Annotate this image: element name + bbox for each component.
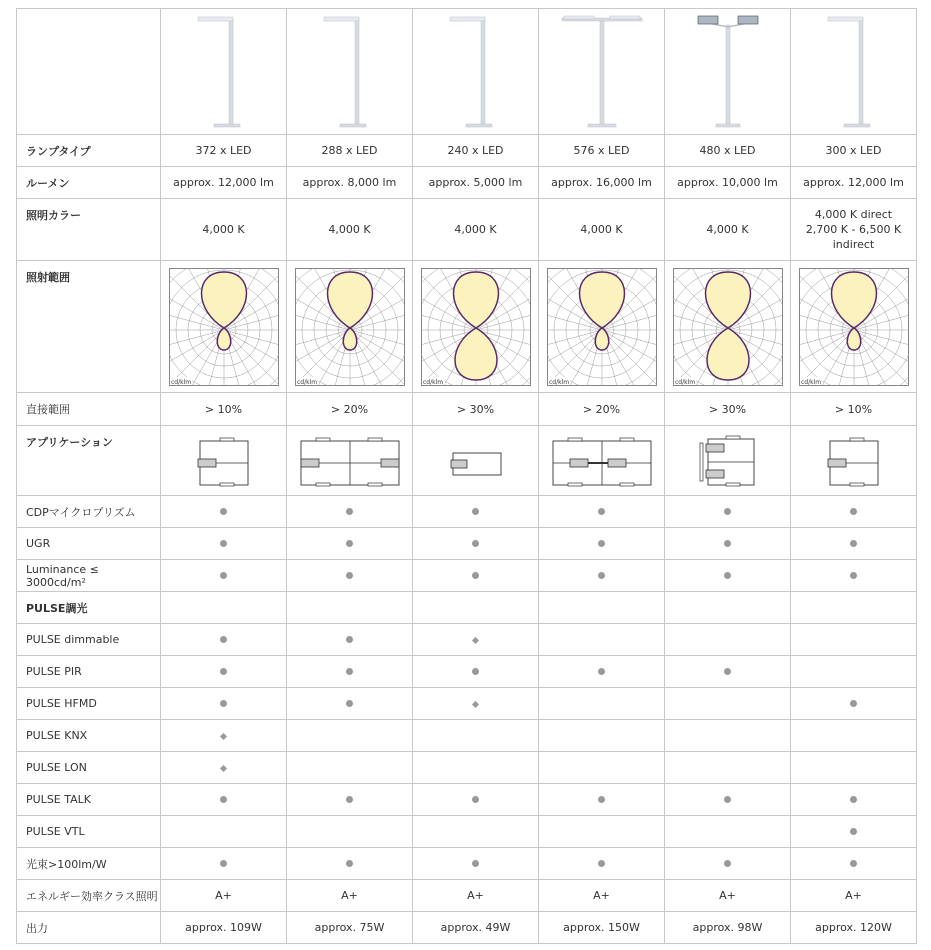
- table-row: [17, 720, 917, 752]
- floor-lamp-image: [552, 11, 652, 133]
- feature-cell: [287, 528, 413, 560]
- row-label: アプリケーション: [17, 426, 161, 496]
- row-label: PULSE TALK: [17, 784, 161, 816]
- application-cell: [287, 426, 413, 496]
- application-cell: [791, 426, 917, 496]
- feature-cell: [161, 816, 287, 848]
- feature-cell: [539, 592, 665, 624]
- feature-cell: [287, 656, 413, 688]
- available-dot-icon: [724, 860, 731, 867]
- lamp-value: 372 x LED: [161, 135, 287, 167]
- light-distribution-cell: [161, 261, 287, 393]
- available-dot-icon: [220, 796, 227, 803]
- table-row: [17, 912, 917, 944]
- energy-value: A+: [665, 880, 791, 912]
- available-dot-icon: [598, 860, 605, 867]
- feature-cell: [161, 784, 287, 816]
- row-label: PULSE HFMD: [17, 688, 161, 720]
- feature-cell: [161, 528, 287, 560]
- feature-cell: [539, 528, 665, 560]
- curve-unit-label: cd/klm: [674, 378, 695, 386]
- row-label: PULSE LON: [17, 752, 161, 784]
- available-dot-icon: [850, 860, 857, 867]
- color-value: [665, 199, 791, 261]
- available-dot-icon: [598, 508, 605, 515]
- available-dot-icon: [598, 540, 605, 547]
- color-value: [161, 199, 287, 261]
- table-row: [17, 752, 917, 784]
- application-diagram: [798, 433, 910, 489]
- row-label: PULSE PIR: [17, 656, 161, 688]
- available-dot-icon: [346, 796, 353, 803]
- row-label: 照射範囲: [17, 261, 161, 393]
- lamp-value: 288 x LED: [287, 135, 413, 167]
- color-value: [287, 199, 413, 261]
- color-value: [791, 199, 917, 261]
- feature-cell: [539, 752, 665, 784]
- available-dot-icon: [220, 508, 227, 515]
- color-value: [413, 199, 539, 261]
- feature-cell: [791, 816, 917, 848]
- direct-value: > 20%: [287, 393, 413, 426]
- available-dot-icon: [220, 700, 227, 707]
- light-distribution-cell: [287, 261, 413, 393]
- feature-cell: [413, 816, 539, 848]
- available-dot-icon: [472, 508, 479, 515]
- row-label: 出力: [17, 912, 161, 944]
- feature-cell: [287, 592, 413, 624]
- available-dot-icon: [850, 828, 857, 835]
- table-row: [17, 560, 917, 592]
- feature-cell: [665, 848, 791, 880]
- available-dot-icon: [220, 540, 227, 547]
- application-cell: [665, 426, 791, 496]
- floor-lamp-image: [300, 11, 400, 133]
- feature-cell: [287, 720, 413, 752]
- energy-value: A+: [413, 880, 539, 912]
- available-dot-icon: [346, 700, 353, 707]
- feature-cell: [665, 784, 791, 816]
- feature-cell: [665, 592, 791, 624]
- available-dot-icon: [220, 860, 227, 867]
- feature-cell: [161, 720, 287, 752]
- light-distribution-cell: [791, 261, 917, 393]
- table-row: [17, 261, 917, 393]
- available-dot-icon: [346, 508, 353, 515]
- power-value: approx. 120W: [791, 912, 917, 944]
- curve-unit-label: cd/klm: [548, 378, 569, 386]
- application-diagram: [546, 433, 658, 489]
- feature-cell: [287, 752, 413, 784]
- feature-cell: [791, 656, 917, 688]
- table-row: [17, 9, 917, 135]
- feature-cell: [161, 752, 287, 784]
- available-dot-icon: [850, 508, 857, 515]
- feature-cell: [665, 656, 791, 688]
- available-dot-icon: [346, 540, 353, 547]
- row-label: ルーメン: [17, 167, 161, 199]
- feature-cell: [665, 496, 791, 528]
- feature-cell: [539, 688, 665, 720]
- row-label: PULSE VTL: [17, 816, 161, 848]
- table-row: [17, 624, 917, 656]
- feature-cell: [161, 592, 287, 624]
- energy-value: A+: [539, 880, 665, 912]
- feature-cell: [161, 624, 287, 656]
- row-label: PULSE KNX: [17, 720, 161, 752]
- feature-cell: [413, 592, 539, 624]
- lamp-image-cell: [413, 9, 539, 135]
- table-row: [17, 426, 917, 496]
- floor-lamp-image: [678, 11, 778, 133]
- feature-cell: [287, 496, 413, 528]
- feature-cell: [665, 720, 791, 752]
- color-text: 4,000 K direct: [814, 208, 893, 221]
- lumen-value: approx. 5,000 lm: [413, 167, 539, 199]
- feature-cell: [665, 816, 791, 848]
- available-dot-icon: [598, 668, 605, 675]
- direct-value: > 10%: [791, 393, 917, 426]
- row-label: Luminance ≤ 3000cd/m²: [17, 560, 161, 592]
- optional-diamond-icon: [220, 733, 227, 740]
- feature-cell: [539, 496, 665, 528]
- feature-cell: [413, 496, 539, 528]
- available-dot-icon: [220, 572, 227, 579]
- feature-cell: [287, 848, 413, 880]
- table-row: [17, 848, 917, 880]
- lamp-image-cell: [539, 9, 665, 135]
- application-cell: [539, 426, 665, 496]
- polar-light-curve: [673, 268, 783, 386]
- lumen-value: approx. 12,000 lm: [161, 167, 287, 199]
- lamp-image-cell: [665, 9, 791, 135]
- color-text: 4,000 K: [580, 223, 623, 236]
- power-value: approx. 109W: [161, 912, 287, 944]
- feature-cell: [539, 784, 665, 816]
- feature-cell: [413, 720, 539, 752]
- floor-lamp-image: [426, 11, 526, 133]
- color-text: indirect: [832, 238, 875, 251]
- row-label: ランプタイプ: [17, 135, 161, 167]
- table-row: [17, 816, 917, 848]
- polar-light-curve: [169, 268, 279, 386]
- optional-diamond-icon: [472, 637, 479, 644]
- table-row: [17, 528, 917, 560]
- feature-cell: [161, 848, 287, 880]
- available-dot-icon: [724, 508, 731, 515]
- feature-cell: [665, 624, 791, 656]
- feature-cell: [413, 784, 539, 816]
- available-dot-icon: [850, 700, 857, 707]
- power-value: approx. 49W: [413, 912, 539, 944]
- color-text: 4,000 K: [328, 223, 371, 236]
- color-text: 2,700 K - 6,500 K: [805, 223, 902, 236]
- table-row: [17, 656, 917, 688]
- feature-cell: [287, 816, 413, 848]
- available-dot-icon: [724, 668, 731, 675]
- available-dot-icon: [598, 572, 605, 579]
- curve-unit-label: cd/klm: [296, 378, 317, 386]
- color-text: 4,000 K: [202, 223, 245, 236]
- feature-cell: [791, 560, 917, 592]
- application-diagram: [168, 433, 280, 489]
- feature-cell: [539, 816, 665, 848]
- feature-cell: [413, 688, 539, 720]
- row-label: 光束>100lm/W: [17, 848, 161, 880]
- row-label: PULSE dimmable: [17, 624, 161, 656]
- row-label: CDPマイクロプリズム: [17, 496, 161, 528]
- available-dot-icon: [472, 572, 479, 579]
- lamp-image-cell: [161, 9, 287, 135]
- lumen-value: approx. 10,000 lm: [665, 167, 791, 199]
- direct-value: > 30%: [665, 393, 791, 426]
- available-dot-icon: [472, 796, 479, 803]
- lumen-value: approx. 12,000 lm: [791, 167, 917, 199]
- feature-cell: [665, 560, 791, 592]
- feature-cell: [287, 688, 413, 720]
- direct-value: > 20%: [539, 393, 665, 426]
- feature-cell: [791, 624, 917, 656]
- feature-cell: [665, 752, 791, 784]
- optional-diamond-icon: [220, 765, 227, 772]
- feature-cell: [287, 624, 413, 656]
- feature-cell: [161, 688, 287, 720]
- available-dot-icon: [724, 540, 731, 547]
- table-row: [17, 135, 917, 167]
- feature-cell: [665, 688, 791, 720]
- table-row: [17, 167, 917, 199]
- feature-cell: [791, 720, 917, 752]
- feature-cell: [161, 496, 287, 528]
- feature-cell: [287, 784, 413, 816]
- available-dot-icon: [850, 540, 857, 547]
- feature-cell: [161, 656, 287, 688]
- available-dot-icon: [724, 572, 731, 579]
- feature-cell: [413, 656, 539, 688]
- available-dot-icon: [724, 796, 731, 803]
- light-distribution-cell: [665, 261, 791, 393]
- lamp-value: 576 x LED: [539, 135, 665, 167]
- lamp-image-cell: [287, 9, 413, 135]
- feature-cell: [539, 624, 665, 656]
- feature-cell: [287, 560, 413, 592]
- curve-unit-label: cd/klm: [422, 378, 443, 386]
- light-distribution-cell: [539, 261, 665, 393]
- lamp-value: 240 x LED: [413, 135, 539, 167]
- feature-cell: [413, 624, 539, 656]
- table-row: [17, 592, 917, 624]
- lamp-image-cell: [791, 9, 917, 135]
- available-dot-icon: [220, 636, 227, 643]
- available-dot-icon: [598, 796, 605, 803]
- lumen-value: approx. 8,000 lm: [287, 167, 413, 199]
- feature-cell: [791, 784, 917, 816]
- row-label: 照明カラー: [17, 199, 161, 261]
- table-row: [17, 880, 917, 912]
- available-dot-icon: [472, 540, 479, 547]
- empty-corner: [17, 9, 161, 135]
- row-label: 直接範囲: [17, 393, 161, 426]
- polar-light-curve: [547, 268, 657, 386]
- table-row: [17, 496, 917, 528]
- feature-cell: [791, 592, 917, 624]
- lamp-value: 480 x LED: [665, 135, 791, 167]
- application-diagram: [672, 433, 784, 489]
- power-value: approx. 75W: [287, 912, 413, 944]
- table-row: [17, 393, 917, 426]
- feature-cell: [665, 528, 791, 560]
- feature-cell: [539, 560, 665, 592]
- curve-unit-label: cd/klm: [800, 378, 821, 386]
- feature-cell: [413, 560, 539, 592]
- direct-value: > 10%: [161, 393, 287, 426]
- available-dot-icon: [472, 860, 479, 867]
- table-row: [17, 199, 917, 261]
- floor-lamp-image: [804, 11, 904, 133]
- available-dot-icon: [346, 572, 353, 579]
- feature-cell: [791, 752, 917, 784]
- application-diagram: [294, 433, 406, 489]
- polar-light-curve: [295, 268, 405, 386]
- feature-cell: [539, 848, 665, 880]
- curve-unit-label: cd/klm: [170, 378, 191, 386]
- direct-value: > 30%: [413, 393, 539, 426]
- available-dot-icon: [346, 668, 353, 675]
- feature-cell: [539, 720, 665, 752]
- lamp-value: 300 x LED: [791, 135, 917, 167]
- power-value: approx. 150W: [539, 912, 665, 944]
- row-label: UGR: [17, 528, 161, 560]
- feature-cell: [413, 752, 539, 784]
- available-dot-icon: [346, 860, 353, 867]
- optional-diamond-icon: [472, 701, 479, 708]
- available-dot-icon: [850, 796, 857, 803]
- feature-cell: [791, 848, 917, 880]
- floor-lamp-image: [174, 11, 274, 133]
- table-row: [17, 688, 917, 720]
- row-label: PULSE調光: [17, 592, 161, 624]
- color-value: [539, 199, 665, 261]
- feature-cell: [791, 496, 917, 528]
- product-comparison-table: [16, 8, 917, 944]
- energy-value: A+: [161, 880, 287, 912]
- available-dot-icon: [220, 668, 227, 675]
- feature-cell: [413, 528, 539, 560]
- application-diagram: [420, 433, 532, 489]
- color-text: 4,000 K: [454, 223, 497, 236]
- available-dot-icon: [850, 572, 857, 579]
- application-cell: [413, 426, 539, 496]
- feature-cell: [413, 848, 539, 880]
- available-dot-icon: [346, 636, 353, 643]
- feature-cell: [161, 560, 287, 592]
- energy-value: A+: [287, 880, 413, 912]
- energy-value: A+: [791, 880, 917, 912]
- feature-cell: [539, 656, 665, 688]
- feature-cell: [791, 688, 917, 720]
- table-row: [17, 784, 917, 816]
- feature-cell: [791, 528, 917, 560]
- polar-light-curve: [421, 268, 531, 386]
- row-label: エネルギー効率クラス照明: [17, 880, 161, 912]
- available-dot-icon: [472, 668, 479, 675]
- light-distribution-cell: [413, 261, 539, 393]
- polar-light-curve: [799, 268, 909, 386]
- power-value: approx. 98W: [665, 912, 791, 944]
- application-cell: [161, 426, 287, 496]
- color-text: 4,000 K: [706, 223, 749, 236]
- lumen-value: approx. 16,000 lm: [539, 167, 665, 199]
